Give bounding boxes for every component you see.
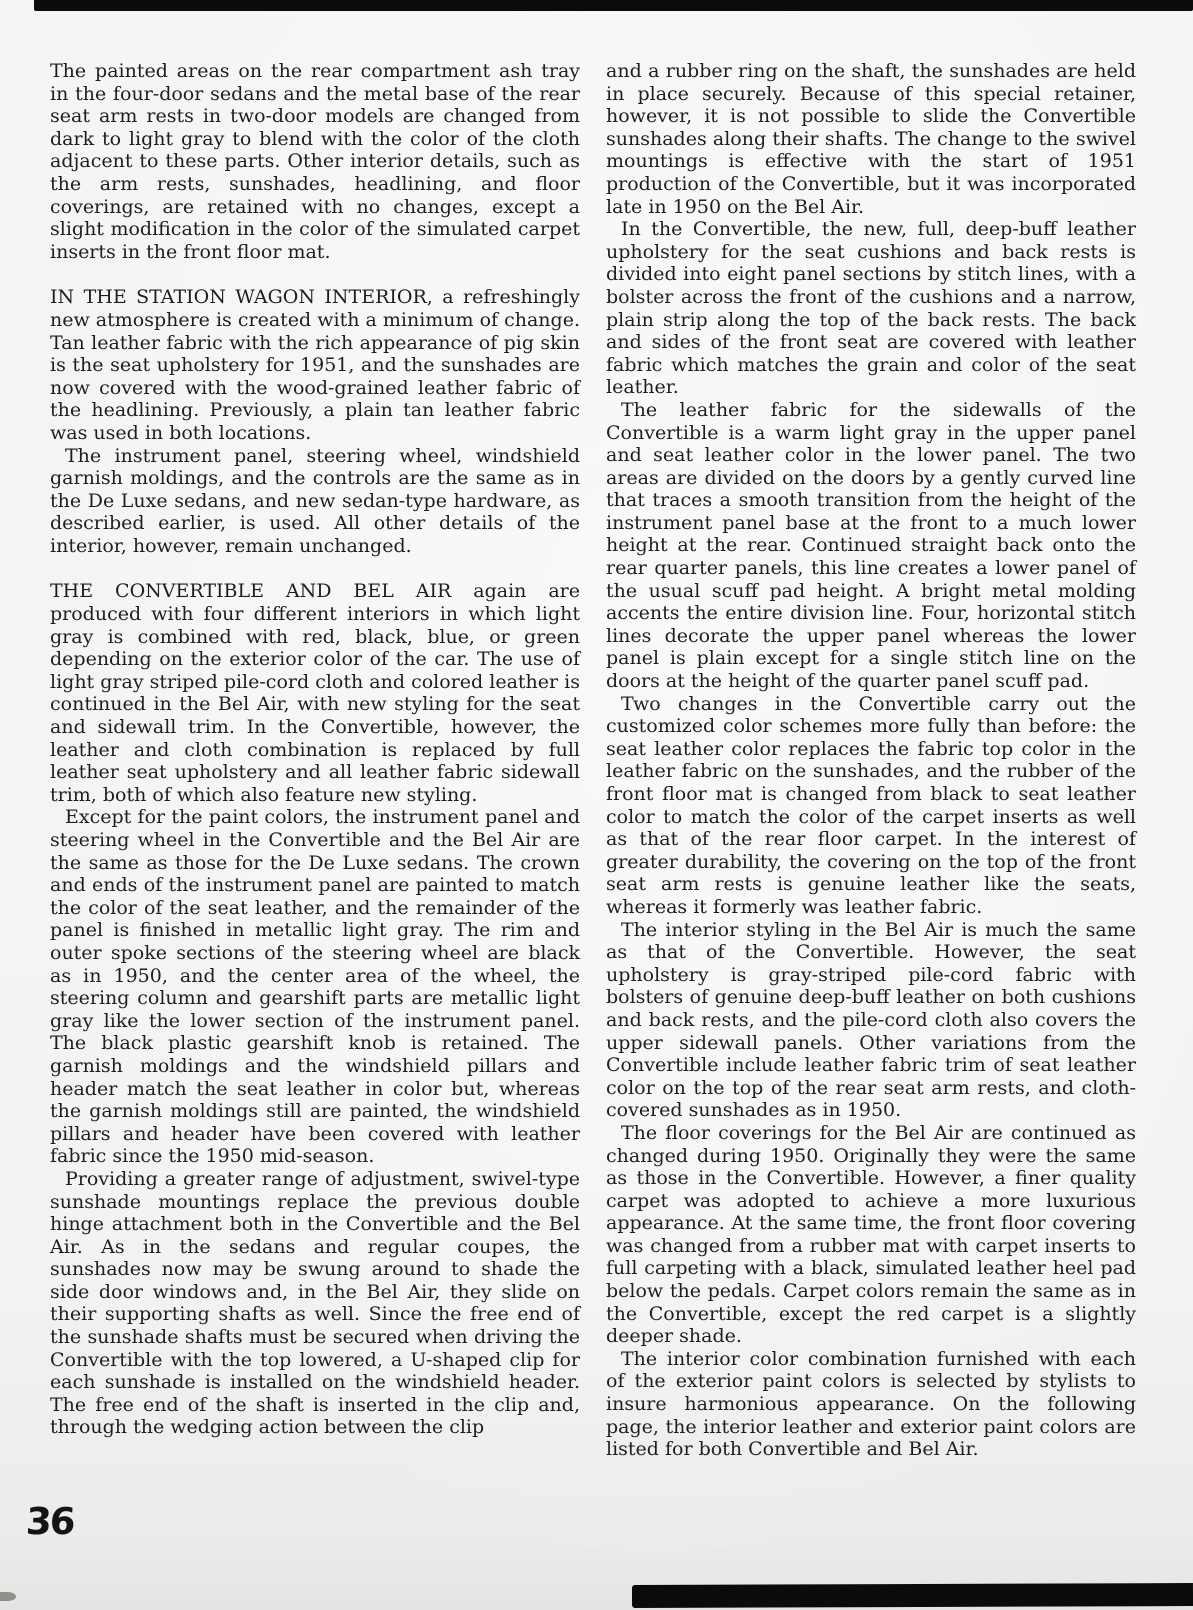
paragraph: The leather fabric for the sidewalls of the Convertible is a warm light gray in the upper panel and seat leather color in the lower panel. The two areas are divided on the doors by a gently curved line that traces a smooth transition from the height of the instrument panel base at the front to a much lower height at the rear. Continued straight back onto the rear quarter panels, this line creates a lower panel of the usual scuff pad height. A bright metal molding accents the entire division line. Four, horizontal stitch lines decorate the upper panel whereas the lower panel is plain except for a single stitch line on the doors at the height of the quarter panel scuff pad.: [606, 398, 1136, 693]
paragraph: The interior styling in the Bel Air is much the same as that of the Convertible. However, the seat upholstery is gray-striped pile-cord fabric with bolsters of genuine deep-buff leather on both cushions and back rests, and the pile-cord cloth also covers the upper sidewall panels. Other variations from the Convertible include leather fabric trim of seat leather color on the top of the rear seat arm rests, and cloth-covered sunshades as in 1950.: [606, 918, 1136, 1122]
paragraph: The floor coverings for the Bel Air are continued as changed during 1950. Originally they were the same as those in the Convertible. However, a finer quality carpet was adopted to achieve a more luxurious appearance. At the same time, the front floor covering was changed from a rubber mat with carpet inserts to full carpeting with a black, simulated leather heel pad below the pedals. Carpet colors remain the same as in the Convertible, except the red carpet is a slightly deeper shade.: [606, 1121, 1136, 1348]
paragraph: The instrument panel, steering wheel, windshield garnish moldings, and the controls are the same as in the De Luxe sedans, and new sedan-type hardware, as described earlier, is used. All other details of the interior, however, remain unchanged.: [50, 444, 580, 557]
paragraph: In the Convertible, the new, full, deep-buff leather upholstery for the seat cushions and back rests is divided into eight panel sections by stitch lines, with a bolster across the front of the cushions and a narrow, plain strip along the top of the back rests. The back and sides of the front seat are covered with leather fabric which matches the grain and color of the seat leather.: [606, 218, 1136, 399]
page-body: [50, 60, 1136, 1461]
scan-smudge: [0, 1592, 16, 1601]
paragraph: Two changes in the Convertible carry out the customized color schemes more fully than before: the seat leather color replaces the fabric top color in the leather fabric on the sunshades, and the rubber of the front floor mat is changed from black to seat leather color to match the color of the carpet inserts as well as that of the rear floor carpet. In the interest of greater durability, the covering on the top of the front seat arm rests is genuine leather like the seats, whereas it formerly was leather fabric.: [606, 692, 1136, 918]
bottom-scan-bar: [632, 1583, 1193, 1608]
body-text-column-left: [50, 60, 580, 1461]
page-number: 36: [24, 1500, 75, 1543]
paragraph: The painted areas on the rear compartment ash tray in the four-door sedans and the metal base of the rear seat arm rests in two-door models are changed from dark to light gray to blend with the color of the cloth adjacent to these parts. Other interior details, such as the arm rests, sunshades, headlining, and floor coverings, are retained with no changes, except a slight modification in the color of the simulated carpet inserts in the front floor mat.: [50, 60, 580, 263]
paragraph: The interior color combination furnished with each of the exterior paint colors is selected by stylists to insure harmonious appearance. On the following page, the interior leather and exterior paint colors are listed for both Convertible and Bel Air.: [606, 1347, 1136, 1461]
paragraph: Providing a greater range of adjustment, swivel-type sunshade mountings replace the previous double hinge attachment both in the Convertible and the Bel Air. As in the sedans and regular coupes, the sunshades now may be swung around to shade the side door windows and, in the Bel Air, they slide on their supporting shafts as well. Since the free end of the sunshade shafts must be secured when driving the Convertible with the top lowered, a U-shaped clip for each sunshade is installed on the windshield header. The free end of the shaft is inserted in the clip and, through the wedging action between the clip: [50, 1167, 580, 1439]
paragraph: and a rubber ring on the shaft, the sunshades are held in place securely. Because of this special retainer, however, it is not possible to slide the Convertible sunshades along their shafts. The change to the swivel mountings is effective with the start of 1951 production of the Convertible, but it was incorporated late in 1950 on the Bel Air.: [606, 60, 1136, 218]
paragraph-section-convertible-bel-air: THE CONVERTIBLE AND BEL AIR again are produced with four different interiors in which light gray is combined with red, black, blue, or green depending on the exterior color of the car. The use of light gray striped pile-cord cloth and colored leather is continued in the Bel Air, with new styling for the seat and sidewall trim. In the Convertible, however, the leather and cloth combination is replaced by full leather seat upholstery and all leather fabric sidewall trim, both of which also feature new styling.: [50, 580, 580, 806]
paragraph-section-station-wagon: IN THE STATION WAGON INTERIOR, a refreshingly new atmosphere is created with a minimum of change. Tan leather fabric with the rich appearance of pig skin is the seat upholstery for 1951, and the sunshades are now covered with the wood-grained leather fabric of the headlining. Previously, a plain tan leather fabric was used in both locations.: [50, 286, 580, 444]
paragraph: Except for the paint colors, the instrument panel and steering wheel in the Convertible and the Bel Air are the same as those for the De Luxe sedans. The crown and ends of the instrument panel are painted to match the color of the seat leather, and the remainder of the panel is finished in metallic light gray. The rim and outer spoke sections of the steering wheel are black as in 1950, and the center area of the wheel, the steering column and gearshift parts are metallic light gray like the lower section of the instrument panel. The black plastic gearshift knob is retained. The garnish moldings and the windshield pillars and header match the seat leather in color but, whereas the garnish moldings still are painted, the windshield pillars and header have been covered with leather fabric since the 1950 mid-season.: [50, 806, 580, 1168]
top-scan-bar: [34, 0, 1193, 11]
body-text-column-right: [606, 60, 1136, 1461]
